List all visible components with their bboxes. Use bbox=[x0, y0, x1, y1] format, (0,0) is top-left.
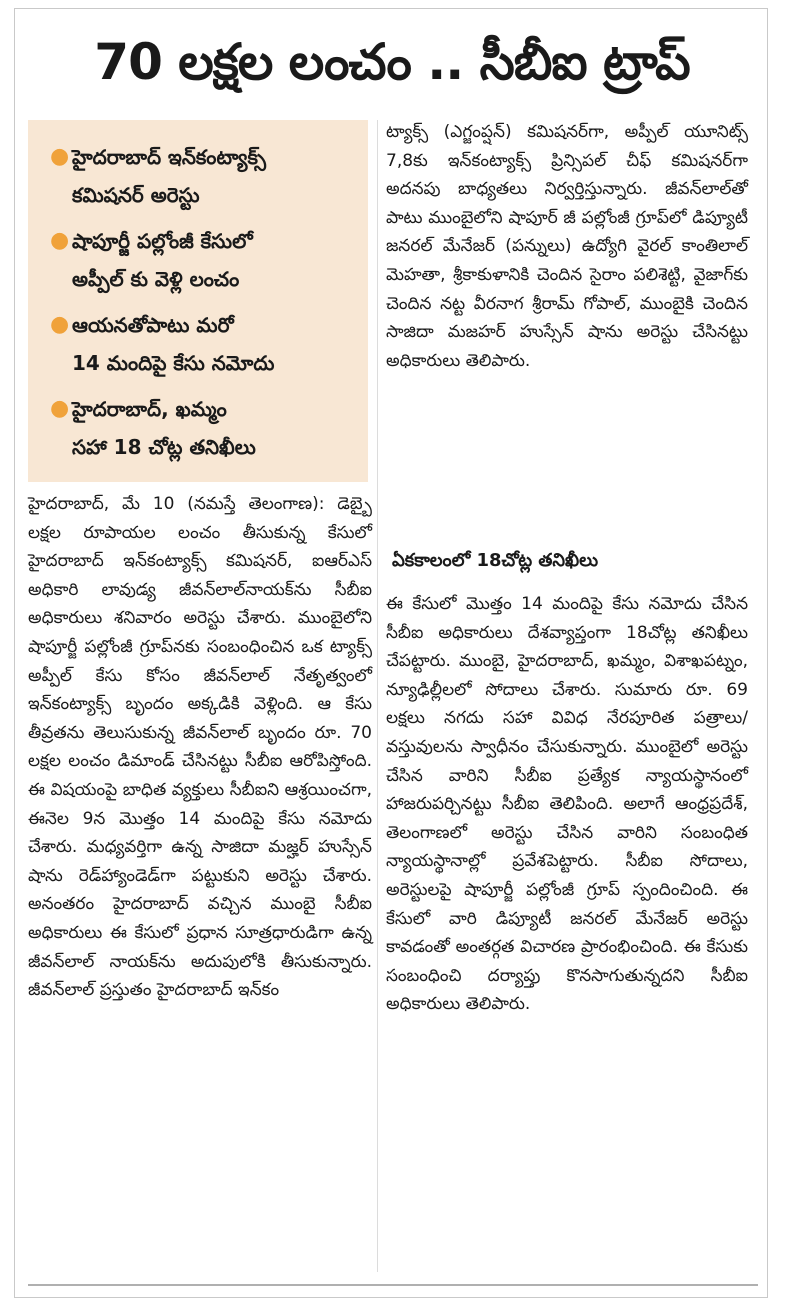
highlight-item bbox=[50, 390, 358, 466]
section-subheading: ఏకకాలంలో 18చోట్ల తనిఖీలు bbox=[392, 550, 599, 571]
highlight-text: హైదరాబాద్ ఇన్‌కంట్యాక్స్ కమిషనర్ అరెస్టు bbox=[72, 145, 267, 207]
highlight-item bbox=[50, 138, 358, 214]
bottom-rule bbox=[28, 1284, 758, 1286]
highlights-box bbox=[28, 120, 368, 482]
article-column-2: ట్యాక్స్ (ఎగ్జంప్షన్) కమిషనర్‌గా, అప్పీల్ యూనిట్స్ 7,8కు ఇన్‌కంట్యాక్స్ ప్రిన్సిపల్ చీఫ్ కమిషనర్‌గా అదనపు బాధ్యతలు నిర్వర్తిస్తున్నారు. జీవన్‌లాల్‌తో పాటు ముంబైలోని షాపూర్ జీ పల్లోంజీ గ్రూప్‌లో డిప్యూటీ జనరల్ మేనేజర్ (పన్నులు) ఉద్యోగి వైరల్ కాంతిలాల్ మెహతా, శ్రీకాకుళానికి చెందిన సైరాం పలిశెట్టి, వైజాగ్‌కు చెందిన నట్ట వీరనాగ శ్రీరామ్ గోపాల్, ముంబైకి చెందిన సాజిదా మజహర్ హుస్సేన్ షాను అరెస్టు చేసినట్టు అధికారులు తెలిపారు. bbox=[386, 122, 748, 371]
highlight-text: ఆయనతోపాటు మరో 14 మందిపై కేసు నమోదు bbox=[72, 313, 275, 375]
highlight-text: షాపూర్జీ పల్లోంజీ కేసులో అప్పీల్ కు వెళ్లి లంచం bbox=[72, 229, 253, 291]
bullet-icon: ● bbox=[50, 396, 70, 421]
headline: 70 లక్షల లంచం .. సీబీఐ ట్రాప్ bbox=[94, 33, 690, 91]
bullet-icon: ● bbox=[50, 144, 70, 169]
article-column-3: ఈ కేసులో మొత్తం 14 మందిపై కేసు నమోదు చేసిన సీబీఐ అధికారులు దేశవ్యాప్తంగా 18చోట్ల తనిఖీలు చేపట్టారు. ముంబై, హైదరాబాద్, ఖమ్మం, విశాఖపట్నం, న్యూఢిల్లీలలో సోదాలు చేశారు. సుమారు రూ. 69 లక్షలు నగదు సహా వివిధ నేరపూరిత పత్రాలు/వస్తువులను స్వాధీనం చేసుకున్నారు. ముంబైలో అరెస్టు చేసిన వారిని సీబీఐ ప్రత్యేక న్యాయస్థానంలో హాజరుపర్చినట్టు సీబీఐ తెలిపింది. అలాగే ఆంధ్రప్రదేశ్, తెలంగాణలో అరెస్టు చేసిన వారిని సంబంధిత న్యాయస్థానాల్లో ప్రవేశపెట్టారు. సీబీఐ సోదాలు, అరెస్టులపై షాపూర్జీ పల్లోంజీ గ్రూప్ స్పందించింది. ఈ కేసులో వారి డిప్యూటీ జనరల్ మేనేజర్ అరెస్టు కావడంతో అంతర్గత విచారణ ప్రారంభించింది. ఈ కేసుకు సంబంధించి దర్యాప్తు కొనసాగుతున్నదని సీబీఐ అధికారులు తెలిపారు. bbox=[386, 594, 748, 1015]
bullet-icon: ● bbox=[50, 228, 70, 253]
highlight-item bbox=[50, 306, 358, 382]
highlight-item bbox=[50, 222, 358, 298]
article-column-1: హైదరాబాద్, మే 10 (నమస్తే తెలంగాణ): డెబ్బై లక్షల రూపాయల లంచం తీసుకున్న కేసులో హైదరాబాద్ ఇన్‌కంట్యాక్స్ కమిషనర్, ఐఆర్‌ఎస్ అధికారి లావుడ్య జీవన్‌లాల్‌నాయక్‌ను సీబీఐ అధికారులు శనివారం అరెస్టు చేశారు. ముంబైలోని షాపూర్జీ పల్లోంజీ గ్రూప్‌నకు సంబంధించిన ఒక ట్యాక్స్ అప్పీల్ కేసు కోసం జీవన్‌లాల్ నేతృత్వంలో ఇన్‌కంట్యాక్స్ బృందం అక్కడికి వెళ్లింది. ఆ కేసు తీవ్రతను తెలుసుకున్న జీవన్‌లాల్ బృందం రూ. 70 లక్షల లంచం డిమాండ్ చేసినట్టు సీబీఐ ఆరోపిస్తోంది. ఈ విషయంపై బాధిత వ్యక్తులు సీబీఐని ఆశ్రయించగా, ఈనెల 9న మొత్తం 14 మందిపై కేసు నమోదు చేశారు. మధ్యవర్తిగా ఉన్న సాజిదా మజ్హర్ హుస్సేన్ షాను రెడ్‌హ్యాండెడ్‌గా పట్టుకుని అరెస్టు చేశారు. అనంతరం హైదరాబాద్ వచ్చిన ముంబై సీబీఐ అధికారులు ఈ కేసులో ప్రధాన సూత్రధారుడిగా ఉన్న జీవన్‌లాల్ నాయక్‌ను అదుపులోకి తీసుకున్నారు. జీవన్‌లాల్ ప్రస్తుతం హైదరాబాద్ ఇన్‌కం bbox=[28, 494, 372, 1001]
column-divider bbox=[377, 120, 378, 1272]
highlight-text: హైదరాబాద్, ఖమ్మం సహా 18 చోట్ల తనిఖీలు bbox=[72, 397, 256, 459]
bullet-icon: ● bbox=[50, 312, 70, 337]
